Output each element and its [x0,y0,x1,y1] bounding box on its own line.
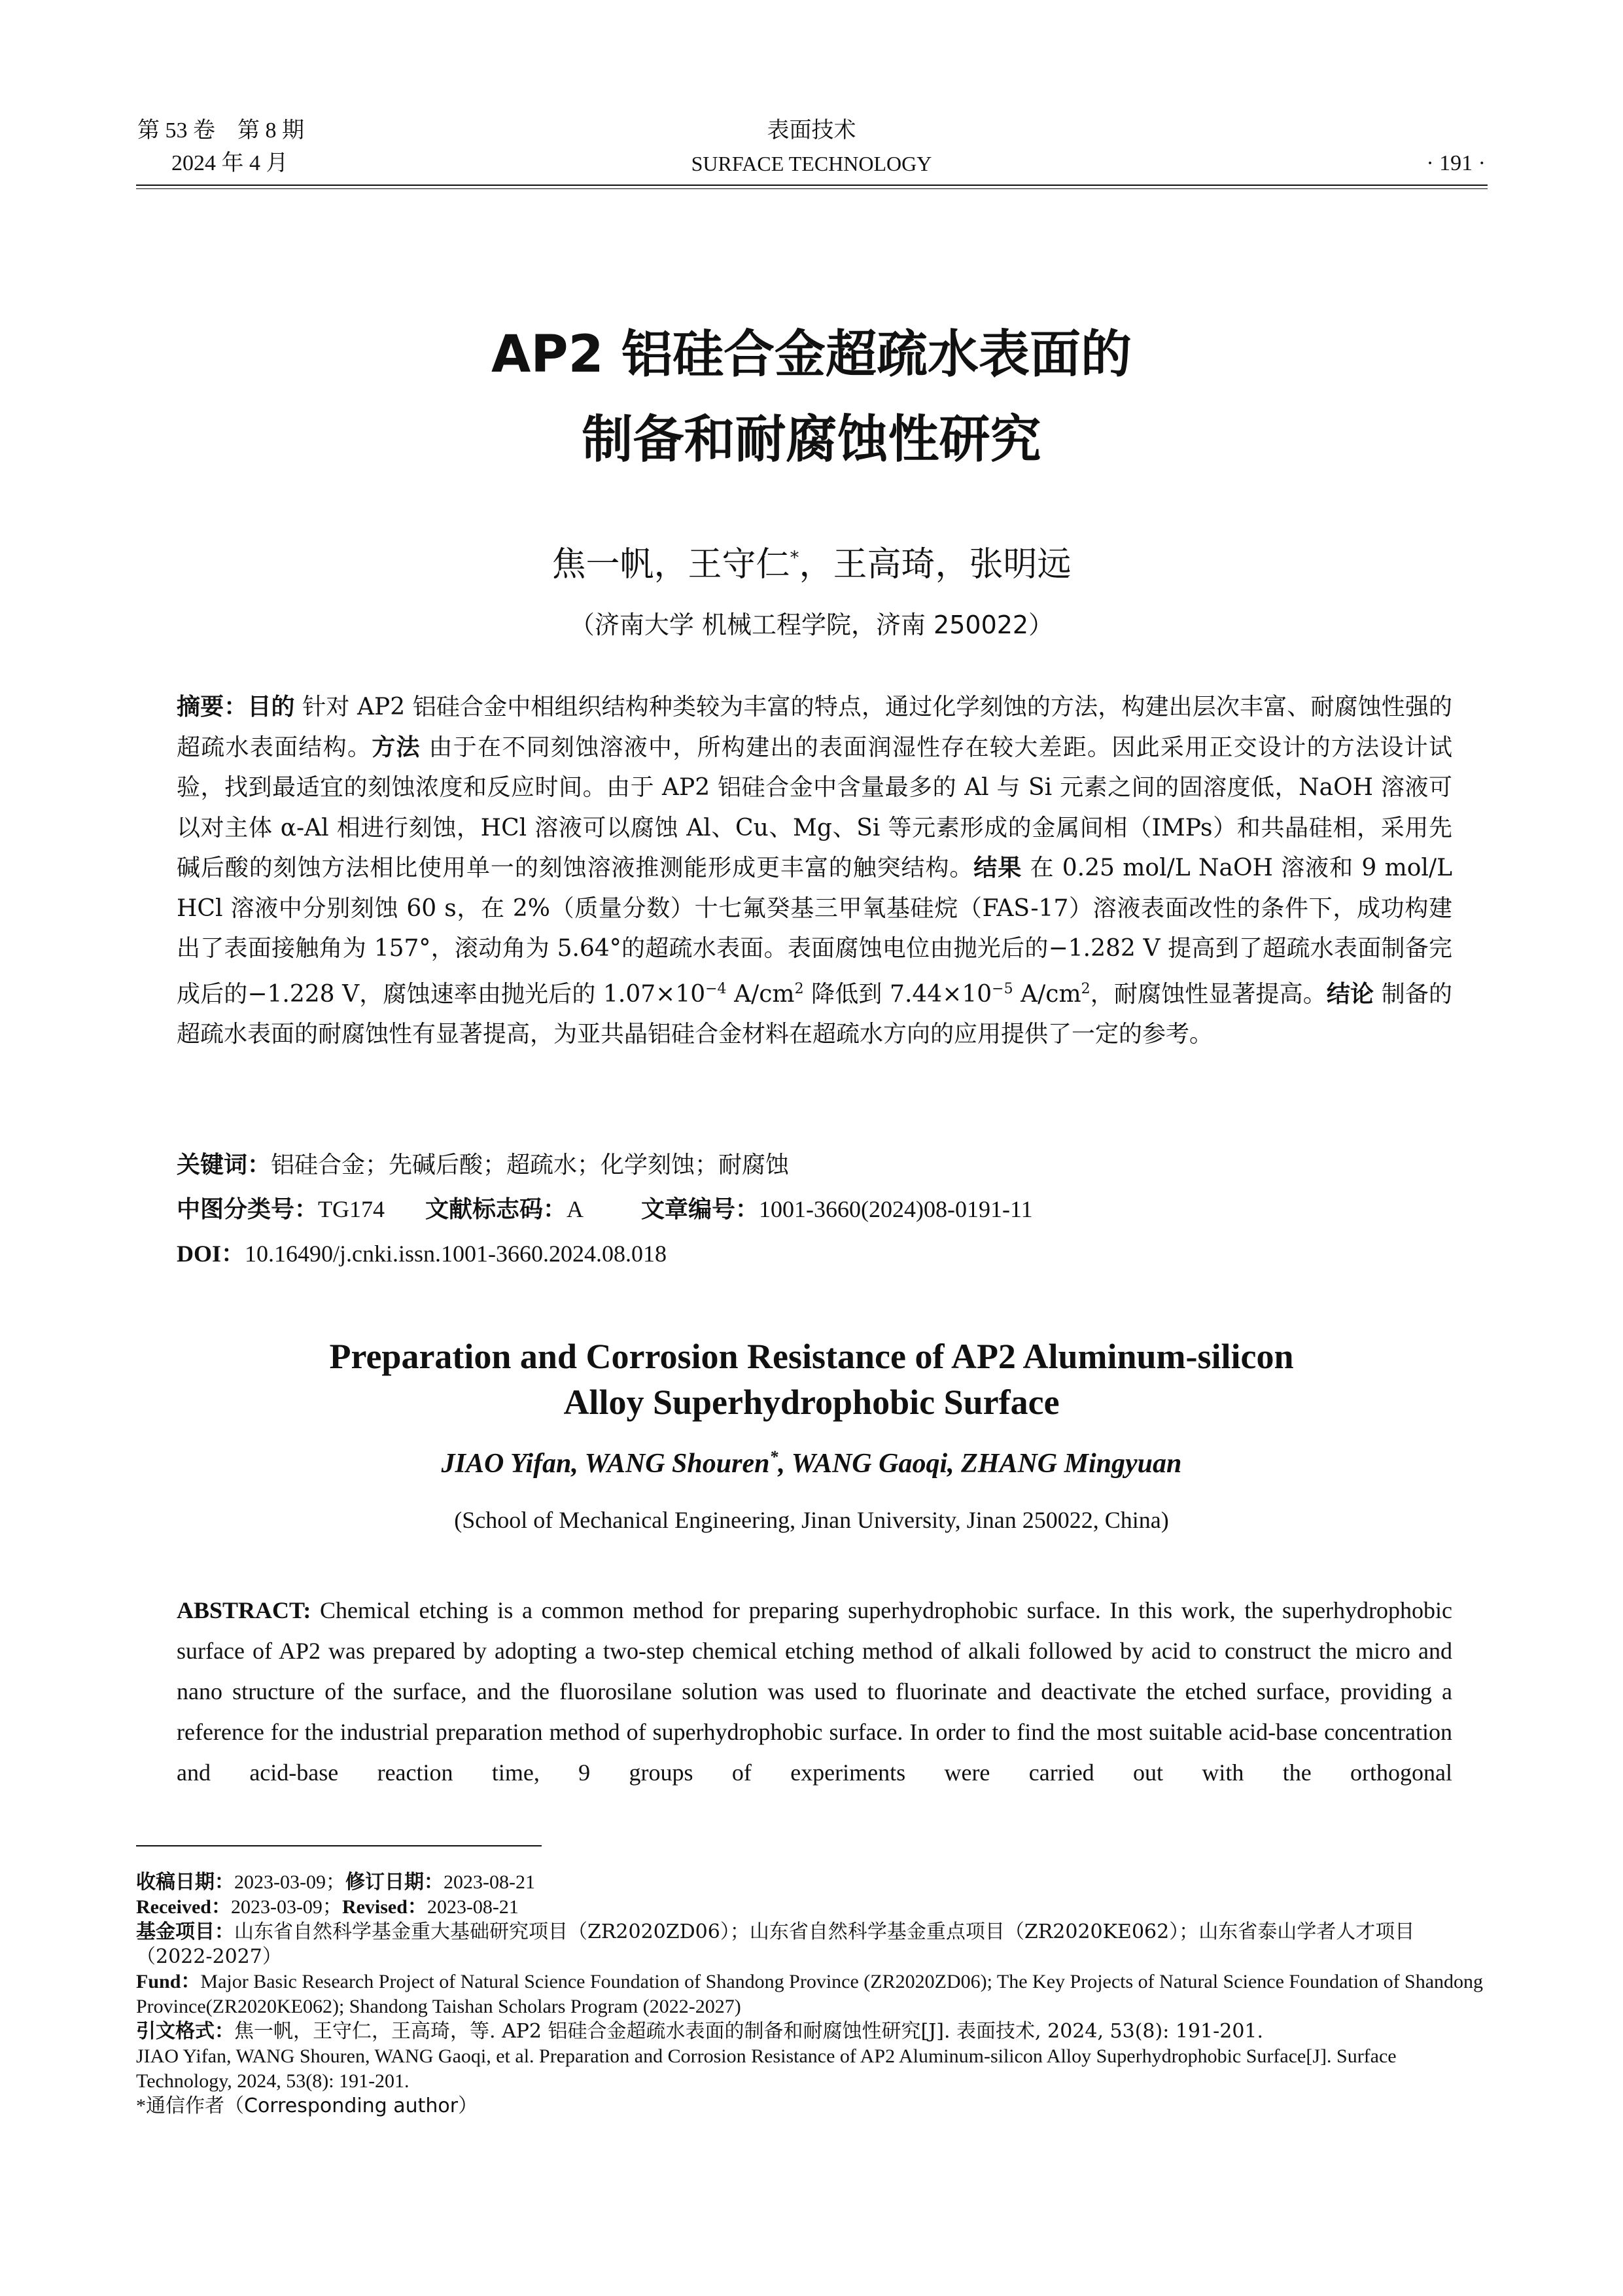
abstract-cn [177,687,1452,1055]
authors-cn [0,537,1623,586]
corresponding-author-label: 通信作者（Corresponding author） [146,2094,478,2117]
fund-cn [136,1920,1488,1969]
article-number-value: 1001-3660(2024)08-0191-11 [759,1196,1033,1222]
title-cn-line2: 制备和耐腐蚀性研究 [582,410,1041,469]
header-rule [136,185,1488,186]
conclusion-text: 制备的超疏水表面的耐腐蚀性有显著提高，为亚共晶铝硅合金材料在超疏水方向的应用提供了一定的参考。 [177,980,1452,1048]
revised-cn-label: 修订日期： [345,1871,444,1894]
header-rule-thin [136,188,1488,189]
journal-title-cn: 表面技术 [767,118,856,143]
revised-en-label: Revised： [341,1896,427,1918]
article-number-label: 文章编号： [641,1196,759,1223]
abstract-en-text: Chemical etching is a common method for preparing superhydrophobic surface. In this work, the superhydrophobic surface of AP2 was prepared by adopting a two-step chemical etching method of alkali followed by acid to construct the micro and nano structure of the surface, and the fluorosilane solution was used to fluorinate and deactivate the etched surface, providing a reference for the industrial preparation method of superhydrophobic surface. In order to find the most suitable acid-base concentration and acid-base reaction time, 9 groups of experiments were carried out with the orthogonal [177,1597,1453,1786]
method-text: 由于在不同刻蚀溶液中，所构建出的表面润湿性存在较大差距。因此采用正交设计的方法设计试验，找到最适宜的刻蚀浓度和反应时间。由于 AP2 铝硅合金中含量最多的 Al 与 Si 元素之间的固溶度低，NaOH 溶液可以对主体 α-Al 相进行刻蚀，HCl 溶液可以腐蚀 Al、Cu、Mg、Si 等元素形成的金属间相（IMPs）和共晶硅相，采用先碱后酸的刻蚀方法相比使用单一的刻蚀溶液推测能形成更丰富的触突结构。 [177,733,1452,881]
fund-cn-label: 基金项目： [136,1920,234,1943]
result-label: 结果 [973,855,1022,881]
journal-title-en: SURFACE TECHNOLOGY [691,152,932,175]
abstract-en [177,1590,1452,1793]
keywords-label: 关键词： [177,1152,271,1178]
authors-en-main: JIAO Yifan, WANG Shouren [441,1449,770,1479]
exponent: −5 [992,980,1013,997]
footnotes [136,1870,1488,2119]
received-en [136,1895,1488,1920]
citation-en: JIAO Yifan, WANG Shouren, WANG Gaoqi, et al. Preparation and Corrosion Resistance of AP2 Aluminum-silicon Alloy Superhydrophobic Surface[J]. Surface Technology, 2024, 53(8): 191-201. [136,2045,1397,2092]
citation-cn-value: 焦一帆，王守仁，王高琦，等. AP2 铝硅合金超疏水表面的制备和耐腐蚀性研究[J]. 表面技术, 2024, 53(8): 191-201. [234,2020,1264,2043]
corresponding-mark: * [790,546,799,569]
citation-cn [136,2019,1488,2044]
doi-value: 10.16490/j.cnki.issn.1001-3660.2024.08.018 [245,1241,667,1267]
exponent: −4 [705,980,727,997]
affiliation-cn: （济南大学 机械工程学院，济南 250022） [569,610,1054,639]
citation-cn-label: 引文格式： [136,2020,234,2043]
keywords [177,1145,1452,1185]
affiliation-en: (School of Mechanical Engineering, Jinan University, Jinan 250022, China) [454,1507,1169,1533]
authors-cn-rest: ，王高琦，张明远 [799,545,1072,584]
volume-issue: 第 53 卷 第 8 期 [137,118,304,143]
issue-date: 2024 年 4 月 [171,151,288,175]
exponent: 2 [794,980,804,997]
abstract-label: 摘要： [177,694,248,720]
exponent: 2 [1081,980,1091,997]
purpose-text: 针对 AP2 铝硅合金中相组织结构种类较为丰富的特点，通过化学刻蚀的方法，构建出层次丰富、耐腐蚀性强的超疏水表面结构。 [177,694,1452,761]
received-cn [136,1870,1488,1895]
title-en-line1: Preparation and Corrosion Resistance of AP2 Aluminum-silicon [329,1337,1294,1376]
conclusion-label: 结论 [1326,980,1374,1008]
revised-en-value: 2023-08-21 [427,1896,519,1918]
footnote-rule [136,1845,542,1846]
purpose-label: 目的 [247,694,295,720]
result-text-e: ，耐腐蚀性显著提高。 [1090,980,1327,1008]
received-cn-value: 2023-03-09； [234,1871,345,1893]
corresponding-author-mark: * [136,2095,146,2117]
doc-code-label: 文献标志码： [425,1196,567,1223]
fund-en-value: Major Basic Research Project of Natural Science Foundation of Shandong Province (ZR2020ZD06); The Key Projects of Natural Science Foundation of Shandong Province(ZR2020KE062); Shandong Taishan Scholars Program (2022-2027) [136,1971,1484,2017]
result-text-a: 在 0.25 mol/L NaOH 溶液和 9 mol/L HCl 溶液中分别刻蚀 60 s，在 2%（质量分数）十七氟癸基三甲氧基硅烷（FAS-17）溶液表面改性的条件下，成功构建出了表面接触角为 157°，滚动角为 5.64°的超疏水表面。表面腐蚀电位由抛光后的−1.282 V 提高到了超疏水表面制备完成后的−1.228 V，腐蚀速率由抛光后的 1.07×10 [177,855,1452,1008]
result-text-c: 降低到 7.44×10 [803,980,992,1008]
authors-cn-main: 焦一帆，王守仁 [551,545,790,584]
corresponding-mark-en: * [769,1447,778,1466]
classification [177,1190,1452,1229]
fund-cn-value: 山东省自然科学基金重大基础研究项目（ZR2020ZD06）；山东省自然科学基金重点项目（ZR2020KE062）；山东省泰山学者人才项目（2022-2027） [136,1920,1415,1968]
authors-en-rest: , WANG Gaoqi, ZHANG Mingyuan [778,1449,1182,1479]
received-cn-label: 收稿日期： [136,1871,234,1894]
corresponding-author [136,2094,1488,2119]
result-text-d: A/cm [1013,980,1081,1008]
keywords-value: 铝硅合金；先碱后酸；超疏水；化学刻蚀；耐腐蚀 [271,1152,790,1178]
page-number: · 191 · [1426,151,1486,175]
result-text-b: A/cm [726,980,795,1008]
fund-en [136,1969,1488,2019]
doi-label: DOI： [177,1241,245,1267]
revised-cn-value: 2023-08-21 [443,1871,535,1893]
abstract-en-label: ABSTRACT: [177,1597,311,1623]
title-en-line2: Alloy Superhydrophobic Surface [563,1383,1060,1422]
method-label: 方法 [372,733,421,761]
title-cn-line1: AP2 铝硅合金超疏水表面的 [491,325,1132,384]
received-en-label: Received： [136,1896,231,1918]
doc-code-value: A [567,1196,584,1222]
clc-value: TG174 [318,1196,385,1222]
received-en-value: 2023-03-09； [230,1896,342,1918]
fund-en-label: Fund： [136,1971,201,1992]
authors-en [0,1447,1623,1479]
doi [177,1234,1452,1273]
clc-label: 中图分类号： [177,1196,319,1223]
